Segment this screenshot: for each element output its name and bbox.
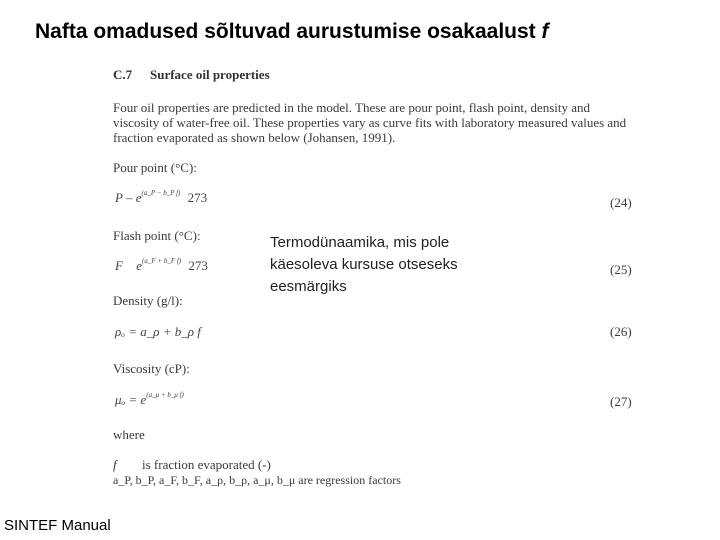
overlay-note-line-1: Termodünaamika, mis pole — [270, 234, 450, 251]
pour-point-label: Pour point (°C): — [113, 160, 197, 175]
eq-number-27: (27) — [610, 394, 632, 409]
section-title: Surface oil properties — [150, 67, 270, 82]
f-symbol: f — [113, 457, 117, 472]
slide-title: Nafta omadused sõltuvad aurustumise osakaalust f — [35, 20, 549, 43]
eq-number-24: (24) — [610, 195, 632, 210]
overlay-note — [270, 232, 540, 298]
viscosity-label: Viscosity (cP): — [113, 361, 190, 376]
section-number: C.7 — [113, 67, 133, 82]
where-label: where — [113, 427, 145, 442]
density-label: Density (g/l): — [113, 293, 183, 308]
flash-point-label: Flash point (°C): — [113, 228, 201, 243]
flash-point-equation: F $e^{(a\_F + b\_F f)}$ 273 — [115, 257, 208, 273]
regression-factors-note: a_P, b_P, a_F, b_F, a_ρ, b_ρ, a_μ, b_μ are regression factors — [113, 473, 401, 487]
overlay-note-line-3: eesmärgiks — [270, 278, 347, 295]
eq-number-26: (26) — [610, 324, 632, 339]
footer-source: SINTEF Manual — [4, 517, 111, 534]
pour-point-equation: P – $e^{(a\_P - b\_P f)}$ 273 — [115, 189, 208, 205]
viscosity-equation: $\mu_o = e^{(a\_\mu + b\_\mu f)}$ — [115, 391, 184, 407]
f-definition: is fraction evaporated (-) — [142, 457, 271, 472]
density-equation: ρₒ = a_ρ + b_ρ f — [115, 324, 201, 339]
overlay-note-line-2: käesoleva kursuse otseseks — [270, 256, 458, 273]
eq-number-25: (25) — [610, 262, 632, 277]
intro-paragraph: Four oil properties are predicted in the model. These are pour point, flash point, density and viscosity of water-free oil. These properties vary as curve fits with laboratory measured values and fraction evaporated as shown below (Johansen, 1991). — [113, 100, 627, 145]
